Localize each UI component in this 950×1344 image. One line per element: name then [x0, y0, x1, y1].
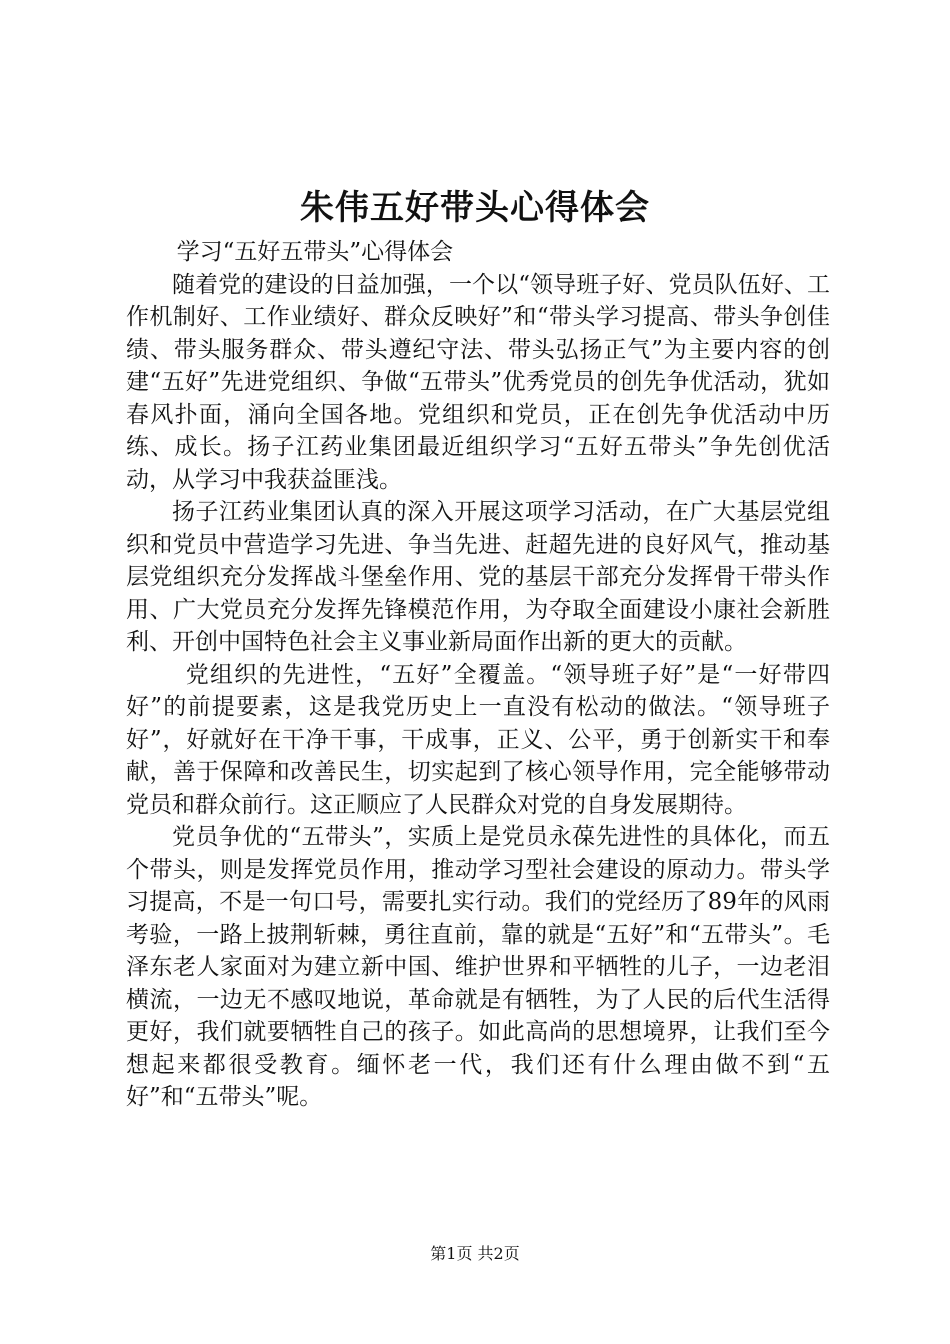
paragraph-1: 随着党的建设的日益加强，一个以“领导班子好、党员队伍好、工作机制好、工作业绩好、群众反映好”和“带头学习提高、带头争创佳绩、带头服务群众、带头遵纪守法、带头弘扬正气”为主要内容的创建“五好”先进党组织、争做“五带头”优秀党员的创先争优活动，犹如春风扑面，涌向全国各地。党组织和党员，正在创先争优活动中历练、成长。扬子江药业集团最近组织学习“五好五带头”争先创优活动，从学习中我获益匪浅。 — [126, 271, 830, 493]
subtitle-paragraph: 学习“五好五带头”心得体会 — [176, 239, 454, 265]
paragraph-2: 扬子江药业集团认真的深入开展这项学习活动，在广大基层党组织和党员中营造学习先进、争当先进、赶超先进的良好风气，推动基层党组织充分发挥战斗堡垒作用、党的基层干部充分发挥骨干带头作用、广大党员充分发挥先锋模范作用，为夺取全面建设小康社会新胜利、开创中国特色社会主义事业新局面作出新的更大的贡献。 — [126, 499, 830, 655]
paragraph-4: 党员争优的“五带头”，实质上是党员永葆先进性的具体化，而五个带头，则是发挥党员作用，推动学习型社会建设的原动力。带头学习提高，不是一句口号，需要扎实行动。我们的党经历了89年的风雨考验，一路上披荆斩棘，勇往直前，靠的就是“五好”和“五带头”。毛泽东老人家面对为建立新中国、维护世界和平牺牲的儿子，一边老泪横流，一边无不感叹地说，革命就是有牺牲，为了人民的后代生活得更好，我们就要牺牲自己的孩子。如此高尚的思想境界，让我们至今想起来都很受教育。缅怀老一代，我们还有什么理由做不到“五好”和“五带头”呢。 — [126, 824, 830, 1110]
document-title: 朱伟五好带头心得体会 — [300, 188, 650, 228]
paragraph-3: 党组织的先进性，“五好”全覆盖。“领导班子好”是“一好带四好”的前提要素，这是我党历史上一直没有松动的做法。“领导班子好”，好就好在干净干事，干成事，正义、公平，勇于创新实干和奉献，善于保障和改善民生，切实起到了核心领导作用，完全能够带动党员和群众前行。这正顺应了人民群众对党的自身发展期待。 — [126, 661, 830, 818]
page-footer: 第1页 共2页 — [430, 1244, 520, 1263]
document-body — [126, 236, 830, 1114]
